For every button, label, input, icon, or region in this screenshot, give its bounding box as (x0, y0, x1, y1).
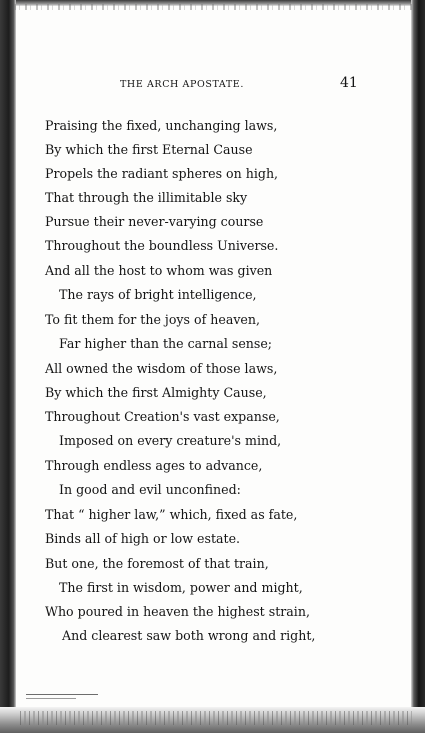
poem-line: Binds all of high or low estate. (45, 531, 241, 546)
poem-line: Praising the fixed, unchanging laws, (45, 118, 278, 133)
scan-border-right (411, 0, 425, 733)
poem-line: Throughout the boundless Universe. (45, 238, 279, 253)
poem-line: And clearest saw both wrong and right, (62, 628, 316, 643)
poem-line: All owned the wisdom of those laws, (45, 361, 278, 376)
page-number: 41 (340, 75, 358, 91)
page-edge-mark (26, 698, 76, 699)
poem-line: Pursue their never-varying course (45, 214, 264, 229)
running-title: THE ARCH APOSTATE. (120, 79, 244, 90)
poem-line: To fit them for the joys of heaven, (45, 312, 261, 327)
poem-line: Imposed on every creature's mind, (59, 433, 282, 448)
poem-line: Throughout Creation's vast expanse, (45, 409, 280, 424)
poem-line: Propels the radiant spheres on high, (45, 166, 279, 181)
scan-noise-top (14, 4, 414, 10)
poem-line: In good and evil unconfined: (59, 482, 241, 497)
poem-line: The first in wisdom, power and might, (59, 580, 303, 595)
poem-line: By which the first Eternal Cause (45, 142, 253, 157)
scan-noise-bottom (20, 711, 412, 725)
poem-line: Through endless ages to advance, (45, 458, 263, 473)
poem-line: That “ higher law,” which, fixed as fate, (45, 507, 298, 522)
scan-border-left (0, 0, 16, 733)
poem-line: And all the host to whom was given (45, 263, 273, 278)
poem-line: Far higher than the carnal sense; (59, 336, 273, 351)
book-page (16, 6, 411, 707)
poem-line: The rays of bright intelligence, (59, 287, 257, 302)
poem-line: That through the illimitable sky (45, 190, 248, 205)
poem-line: But one, the foremost of that train, (45, 556, 269, 571)
poem-line: Who poured in heaven the highest strain, (45, 604, 310, 619)
page-edge-mark (26, 694, 98, 695)
poem-line: By which the first Almighty Cause, (45, 385, 267, 400)
